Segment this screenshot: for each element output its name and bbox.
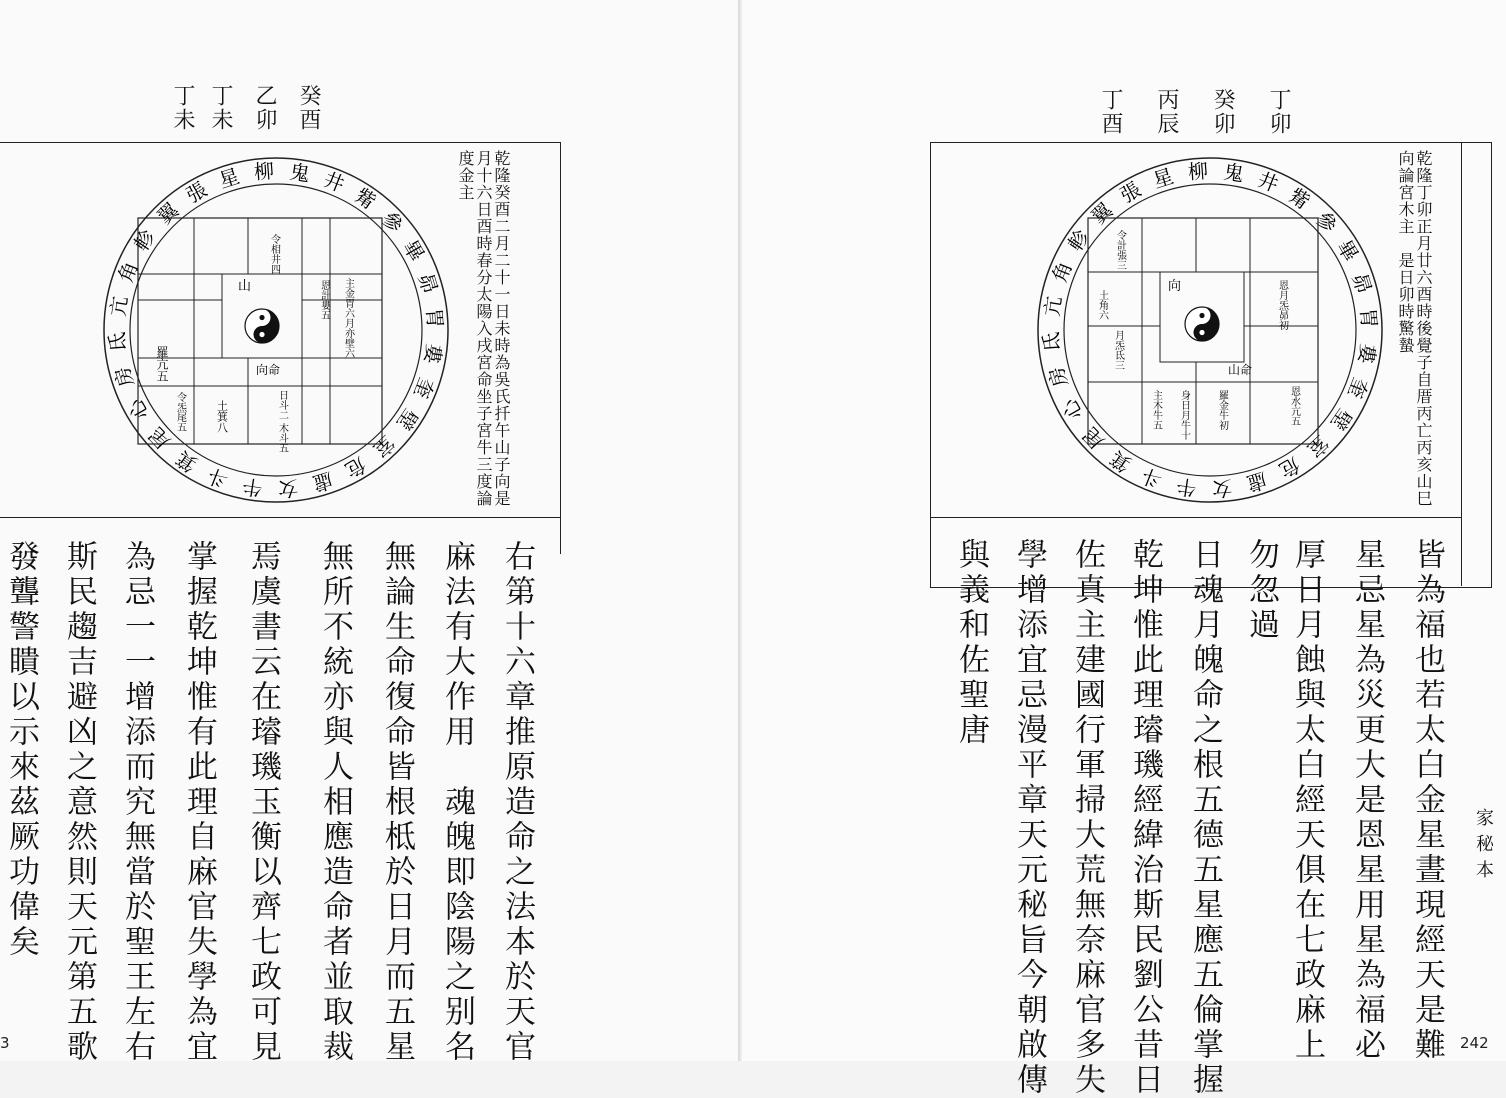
cell-note: 主木牛五 xyxy=(1150,390,1162,430)
mansion-character: 井 xyxy=(320,167,348,197)
horoscope-chart xyxy=(98,150,454,510)
header-note: 乾隆癸酉二月二十一日未時為吳氏扦午山子向是月十六日酉時春分太陽入戌宮命坐子宮牛三度論度金主 xyxy=(456,150,511,507)
pillar-hour: 丁未 xyxy=(170,84,195,132)
right-page xyxy=(742,0,1506,1098)
mansion-character: 翼 xyxy=(1086,197,1118,229)
cell-note: 令炁尾五 xyxy=(174,392,186,432)
chart-label-mountain: 山 xyxy=(238,279,252,294)
cell-note: 羅亢五 xyxy=(155,346,169,382)
mansion-character: 女 xyxy=(1211,475,1233,502)
body-column: 無論生命復命皆根柢於日月而五星 xyxy=(379,540,415,1065)
cell-note: 主金胃六月亦壁六 xyxy=(342,278,354,358)
cell-note: 身日月牛十 xyxy=(1178,390,1190,440)
mansion-character: 氐 xyxy=(104,331,131,353)
body-column: 學增添宜忌漫平章天元秘旨今朝啟傳 xyxy=(1011,538,1047,1098)
body-column: 勿忽過 xyxy=(1243,538,1279,643)
mansion-character: 角 xyxy=(1047,258,1077,286)
mansion-character: 斗 xyxy=(1138,463,1166,493)
chart-label-facing: 向命 xyxy=(256,363,281,377)
body-column: 乾坤惟此理璿璣經緯治斯民劉公昔日 xyxy=(1127,538,1163,1098)
cell-note: 恩計婁五 xyxy=(318,280,330,320)
mansion-character: 氐 xyxy=(1038,331,1065,353)
body-column: 發聾警瞶以示來茲厥功偉矣 xyxy=(3,540,39,960)
mansion-character: 星 xyxy=(216,163,243,193)
mansion-character: 牛 xyxy=(240,473,264,501)
mansion-character: 箕 xyxy=(1105,445,1136,477)
margin-rule xyxy=(1461,142,1462,586)
mansion-character: 鬼 xyxy=(1222,159,1246,187)
mansion-character: 室 xyxy=(1302,431,1334,463)
pillar-year: 癸酉 xyxy=(296,84,321,132)
mansion-character: 鬼 xyxy=(288,159,312,187)
mansion-character: 危 xyxy=(340,452,371,484)
mansion-character: 牛 xyxy=(1174,473,1198,501)
frame-divider-line xyxy=(0,517,560,518)
pillar-day: 丁未 xyxy=(208,84,233,132)
mansion-character: 房 xyxy=(1043,363,1073,390)
mansion-character: 胃 xyxy=(421,307,448,329)
frame-right-line xyxy=(560,142,561,554)
body-column: 星忌星為災更大是恩星用星為福必 xyxy=(1349,538,1385,1063)
mansion-character: 婁 xyxy=(419,342,447,366)
mansion-character: 軫 xyxy=(1063,225,1095,256)
mansion-character: 室 xyxy=(368,431,400,463)
mansion-character: 觜 xyxy=(350,183,381,215)
mansion-character: 胃 xyxy=(1355,307,1382,329)
body-column: 為忌一一增添而究無當於聖王左右 xyxy=(119,540,155,1065)
mansion-character: 奎 xyxy=(409,374,439,402)
mansion-character: 奎 xyxy=(1343,374,1373,402)
mansion-character: 柳 xyxy=(253,158,275,185)
header-note: 乾隆丁卯正月廿六酉時後覺子自厝丙亡丙亥山巳向論宮木主 是日卯時驚蟄 xyxy=(1396,150,1433,507)
cell-note: 令相井四 xyxy=(268,234,280,274)
body-column: 佐真主建國行軍掃大荒無奈麻官多失 xyxy=(1069,538,1105,1098)
chart-label-mountain: 山命 xyxy=(1228,363,1253,377)
mansion-character: 張 xyxy=(181,176,212,208)
mansion-character: 壁 xyxy=(391,404,423,435)
horoscope-chart xyxy=(1032,150,1388,510)
body-column: 斯民趨吉避凶之意然則天元第五歌 xyxy=(61,540,97,1065)
cell-note: 土箕八 xyxy=(215,400,229,433)
pillar-month: 乙卯 xyxy=(252,84,277,132)
mansion-character: 亢 xyxy=(105,294,133,318)
margin-label: 家秘本 xyxy=(1473,808,1494,886)
mansion-character: 畢 xyxy=(1332,235,1364,266)
left-page xyxy=(0,0,738,1065)
cell-note: 日斗二 木斗五 xyxy=(276,390,288,454)
mansion-character: 女 xyxy=(277,475,299,502)
mansion-character: 虛 xyxy=(1243,467,1270,497)
mansion-character: 觜 xyxy=(1284,183,1315,215)
body-column: 右第十六章推原造命之法本於天官 xyxy=(499,540,535,1065)
mansion-character: 翼 xyxy=(152,197,184,229)
mansion-character: 柳 xyxy=(1187,158,1209,185)
body-column: 焉虞書云在璿璣玉衡以齊七政可見 xyxy=(245,540,281,1065)
mansion-character: 星 xyxy=(1150,163,1177,193)
body-column: 皆為福也若太白金星晝現經天是難 xyxy=(1409,538,1445,1063)
cell-note: 月炁氐三 xyxy=(1112,330,1124,370)
mansion-character: 昴 xyxy=(413,270,443,297)
cell-note: 土角六 xyxy=(1096,290,1108,320)
mansion-character: 角 xyxy=(113,258,143,286)
body-column: 掌握乾坤惟有此理自麻官失學為宜 xyxy=(181,540,217,1065)
mansion-character: 昴 xyxy=(1347,270,1377,297)
frame-top-line xyxy=(0,142,560,143)
cell-note: 恩水亢五 xyxy=(1288,386,1300,426)
body-column: 與義和佐聖唐 xyxy=(953,538,989,748)
mansion-character: 張 xyxy=(1115,176,1146,208)
mansion-character: 畢 xyxy=(398,235,430,266)
page-number: 3 xyxy=(0,1034,10,1052)
body-column: 無所不統亦與人相應造命者並取裁 xyxy=(317,540,353,1065)
mansion-character: 尾 xyxy=(143,422,175,454)
mansion-character: 壁 xyxy=(1325,404,1357,435)
mansion-character: 心 xyxy=(1056,394,1088,425)
pillar-day: 丙辰 xyxy=(1154,88,1179,136)
pillar-year: 丁卯 xyxy=(1266,88,1291,136)
mansion-character: 尾 xyxy=(1077,422,1109,454)
mansion-character: 箕 xyxy=(171,445,202,477)
body-column: 日魂月魄命之根五德五星應五倫掌握 xyxy=(1187,538,1223,1098)
mansion-character: 房 xyxy=(109,363,139,390)
mansion-character: 虛 xyxy=(309,467,336,497)
cell-note: 羅金牛初 xyxy=(1216,390,1228,430)
cell-note: 恩月炁昴初 xyxy=(1276,280,1288,330)
body-column: 厚日月蝕與太白經天俱在七政麻上 xyxy=(1289,538,1325,1063)
mansion-character: 婁 xyxy=(1353,342,1381,366)
page-number: 242 xyxy=(1460,1034,1489,1052)
mansion-character: 參 xyxy=(1311,206,1343,238)
mansion-character: 參 xyxy=(377,206,409,238)
mansion-character: 軫 xyxy=(129,225,161,256)
pillar-hour: 丁酉 xyxy=(1098,88,1123,136)
mansion-character: 井 xyxy=(1254,167,1282,197)
mansion-character: 斗 xyxy=(204,463,232,493)
body-column: 麻法有大作用 魂魄即陰陽之别名 xyxy=(439,540,475,1065)
mansion-character: 危 xyxy=(1274,452,1305,484)
chart-label-facing: 向 xyxy=(1168,279,1182,294)
mansion-character: 亢 xyxy=(1039,294,1067,318)
mansion-character: 心 xyxy=(122,394,154,425)
frame-divider-line xyxy=(930,517,1461,518)
pillar-month: 癸卯 xyxy=(1210,88,1235,136)
cell-note: 令計張三 xyxy=(1114,230,1126,270)
